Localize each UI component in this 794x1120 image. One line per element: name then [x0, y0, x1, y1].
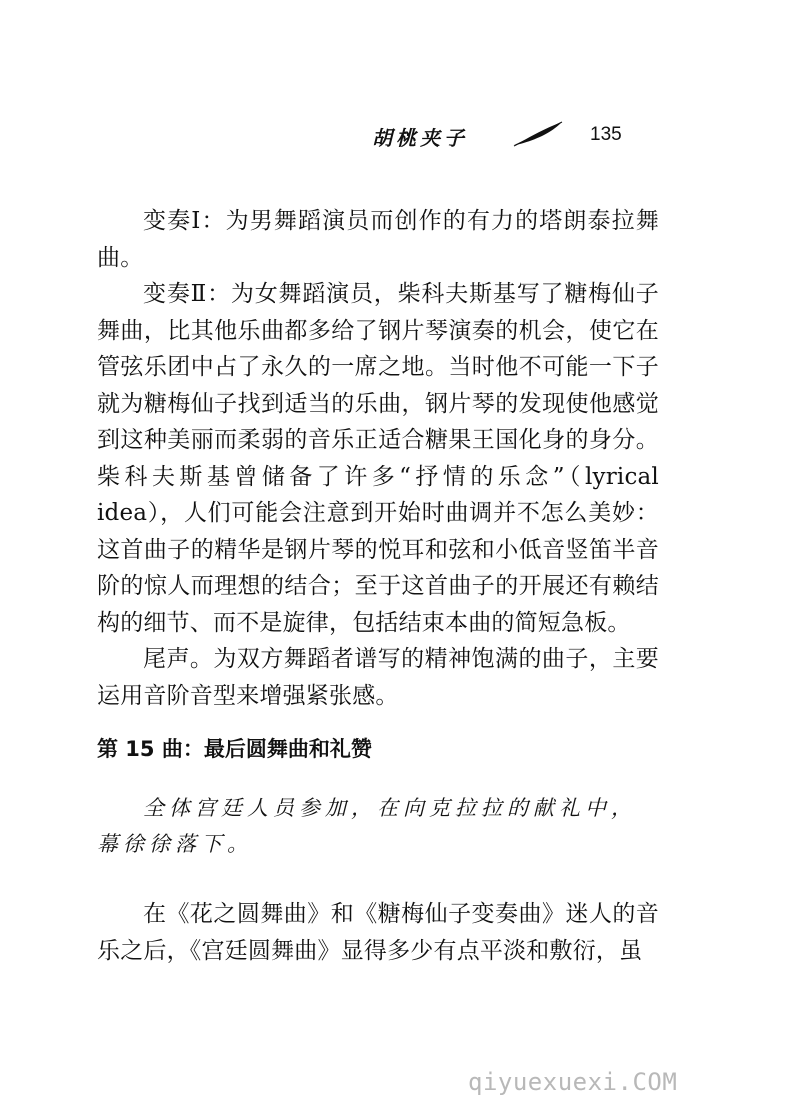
section-heading: 第 15 曲：最后圆舞曲和礼赞 [97, 737, 372, 761]
watermark: qiyuexuexi.COM [468, 1068, 678, 1096]
stage-direction: 全体宫廷人员参加，在向克拉拉的献礼中，幕徐徐落下。 [97, 796, 637, 856]
paragraph: 变奏Ⅰ：为男舞蹈演员而创作的有力的塔朗泰拉舞曲。 [97, 208, 659, 271]
page-number: 135 [590, 124, 622, 145]
feather-icon [512, 118, 564, 148]
paragraph: 尾声。为双方舞蹈者谱写的精神饱满的曲子，主要运用音阶音型来增强紧张感。 [97, 646, 659, 709]
book-title: 胡桃夹子 [372, 126, 468, 150]
running-header [360, 118, 690, 154]
paragraph: 变奏Ⅱ：为女舞蹈演员，柴科夫斯基写了糖梅仙子舞曲，比其他乐曲都多给了钢片琴演奏的机会，使它在管弦乐团中占了永久的一席之地。当时他不可能一下子就为糖梅仙子找到适当的乐曲，钢片琴的发现使他感觉到这种美丽而柔弱的音乐正适合糖果王国化身的身分。柴科夫斯基曾储备了许多“抒情的乐念”（lyrical idea），人们可能会注意到开始时曲调并不怎么美妙：这首曲子的精华是钢片琴的悦耳和弦和小低音竖笛半音阶的惊人而理想的结合；至于这首曲子的开展还有赖结构的细节、而不是旋律，包括结束本曲的简短急板。 [97, 281, 659, 636]
paragraph: 在《花之圆舞曲》和《糖梅仙子变奏曲》迷人的音乐之后，《宫廷圆舞曲》显得多少有点平淡和敷衍，虽 [97, 901, 659, 964]
closing-text [97, 896, 659, 969]
body-text [97, 203, 659, 714]
